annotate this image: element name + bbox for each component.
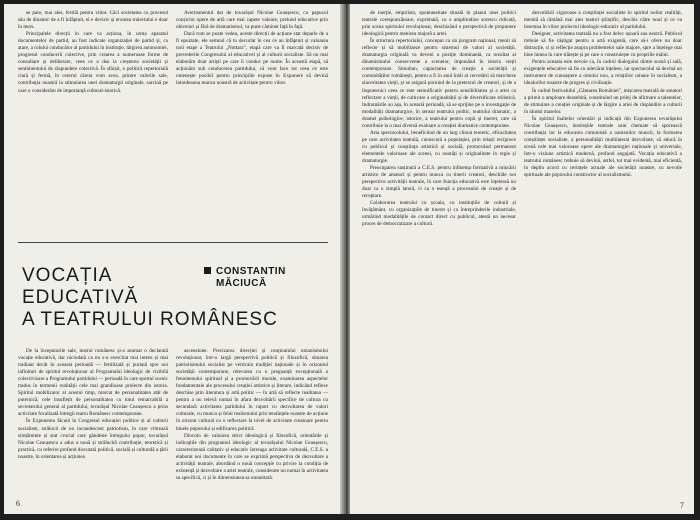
paragraph: se pare, mai ales, fertilă pentru viitor. Căci societatea cu procesul său de dinamic de a fi înfăptuit, el e decisiv și eroarea traiectului e doar în mers.: [18, 10, 168, 31]
paragraph: Arta spectacolului, beneficiind de un larg climat teoretic, eficacitatea pe care activitatea teatrală, cunoscută a populației, prin relații reciproce cu publicul și conștiința artistică și socială, promovând permanent elementele valoroase ale scenei, cu noutăți și originalitate în regie și dramaturgie.: [362, 129, 516, 164]
paragraph: Pentru aceasta este nevoie ca, în cadrul dialogului dintre scenă și sală, exigențele educative să fie cu adevărat înțelese, iar spectacolul să devină un instrument de cunoaștere a omului nou, a relațiilor umane în socialism, a idealurilor noastre de progres și civilizație.: [524, 59, 682, 87]
article-title-line-1: VOCAȚIA: [22, 265, 113, 286]
author-last-name: MĂCIUCĂ: [216, 278, 267, 289]
article-title-line-2: EDUCATIVĂ: [22, 287, 139, 308]
paragraph: Colaborarea teatrului cu școala, cu instituțiile de cultură și învățământ, cu organizațiile de tineret și cu întreprinderile industriale, urmărind modalitățile de contact direct cu publicul, atestă un necesar proces de democratizare a culturii.: [362, 200, 516, 228]
paragraph: dezvoltării viguroase a conștiinței socialiste în spiritul noilor realități, menită să rămână mai ales teatrul științific, deschis către noul și ce va însemna în viitor proiectul ideologic-educativ al partidului.: [524, 10, 682, 31]
left-bottom-column-1: [18, 348, 168, 498]
right-column-2: [524, 10, 682, 500]
left-top-column-1: [18, 10, 168, 170]
left-bottom-column-2: [176, 348, 328, 498]
article-title-line-3: A TEATRULUI ROMÂNESC: [22, 309, 278, 330]
paragraph: Dacă rum se poate vedea, aceste direcții de acțiune stat deparle de a fi epuizate, ele semnul că tu decurlat în cea ce au înfăptuit și valoarea noii etape a Teatrului „Nottara”, etapă care va fi marcată decisiv de prevederile Congresului al educativei și al culturii socialiste. Să nu mai elaborăm doar artiști pe care îi conduc pe nume. În această etapă, să acționăm sub conducerea partidului, că vom face tot ceea ce este omenește posibil pentru principiile expuse în Expunere să devină întotdeauna munca noastră de activitate pentru viitor.: [176, 31, 328, 87]
right-column-1: [362, 10, 516, 500]
title-divider: [18, 242, 328, 243]
paragraph: În structura repertoriului, conceput ca un program național, menit să reflecte și să mobilizeze pentru sistemul de valori al societății, dramaturgia originală va deveni a poziție dominantă, ca rezultat al dinamismului consecvente a scenelor, impunând în istoria vieții contemporane. Simultan, capacitatea de creație a societății și comunităților românești, pentru a fi în anul întâi al cercetării să marcheze sinceritatea vieții, și se asigură pornind de la pretextul de creatori, și de a împuternici ceea ce este semnificativ pentru sensibilitatea și a artei ca reflectare a vieții, de cultivare a originalității și de diversificare stilistică. Indrumările au așa, în această perioadă, să se sprijine pe o investigație de modalități dramaturgice, în sensul teatrului politic, teatrului dramatic, a dramei psihologice, istorice, a teatrului pentru copii și tineret, care să contribuie la o mai diversă evaluare a creației dramatice contemporane.: [362, 38, 516, 129]
paragraph: De la începuturile sale, teatrul românesc și-a asumat o declarată vocație educativă, dar niciodată ca nu s-a exercitat mai intens și mai tradiant decât în aceasta perioadă — fertilizată și purtată spre noi infinituri de spiritul revoluționar al Programului ideologic de vizibilă colectivizare a Programului partidului — perioadă în care sportul scenic tradus în termenii realității cele mai grandioase proiecte din istoria. Spiritul mobilizator al acestui timp, marcat de personalitatea atât de puternică, cele însuflețit de personalitatea cu totul remarcabilă a secretarului general al partidului, tovarășul Nicolae Ceaușescu a prins activitate focalizată întregii teatru Românesc contemporane.: [18, 348, 168, 418]
paragraph: În spiritul înaltelor orientări și indicații din Expunerea tovarășului Nicolae Ceaușescu, instituțiile teatrale sunt chemate să sporească contribuția lor la educarea comunistă a oamenilor muncii, la formarea conștiinței socialiste, a personalității multilateral dezvoltate, să aducă în scenă cele mai valoroase opere ale dramaturgiei naționale și universale, într-o viziune artistică modernă, profund angajată. Vocația educativă a teatrului românesc trebuie să devină, astfel, tot mai evidentă, mai eficientă, în deplin acord cu cerințele actuale ale societății noastre, cu nevoile spirituale ale poporului constructor al socialismului.: [524, 115, 682, 179]
right-page: [350, 4, 694, 514]
page-number-left: 6: [16, 499, 20, 508]
paragraph: Preocuparea susținută a C.E.S. pentru influența formativă a mișcării artistice de amatori și pentru munca cu tinerii creatori, deschide noi perspective activității teatrale, în care funcția educativă este înțeleasă nu doar ca o simplă latură, ci ca o esență a procesului de creație și de receptare.: [362, 165, 516, 200]
paragraph: Dincolo de valoarea strict ideologică și filozofică, orientările și indicațiile din programul ideologic al tovarășului Nicolae Ceaușescu, caracterizează calitativ și educativ întreaga activitate culturală, C.E.S. a elaborat noi documente în care se exprimă perspectiva de dezvoltare a activității teatrale, abordând o nouă concepție cu privire la condiția de existență și dezvoltare a artei teatrale, considerate nu numai în activitatea sa specifică, ci și în dimensiunea sa umanitară.: [176, 432, 328, 481]
page-number-right: 7: [680, 501, 684, 510]
author-first-name: CONSTANTIN: [216, 266, 286, 277]
left-page: [4, 4, 342, 514]
paragraph: În Expunerea făcută la Congresul educației politice și al culturii socialiste, strălucit de un incandescent patriotism, în care vibrează simțăminte și stat crucial care gândeste întregului popor, tovarășul Nicolae Ceaușescu a adus a nouă și strălucită contribuție, teoretică și practică, cu referire profund discutată politică, socială și culturală a țării noastre, în orientarea și acțiunea: [18, 418, 168, 460]
author-byline: [204, 266, 286, 290]
paragraph: ascensiune. Precizarea direcției și conținutului umanismului revoluționar, într-o largă perspectivă politică și filozofică, situarea patriotismului socialist pe verticala tradiției naționale și în orizontul societății contemporane, relevarea cu o pregnanță excepțională a fenomenului spiritual și a promovării morale, examinarea aspectelor fundamentale ale procesului creației artistice și literare, indicând reflexe deschise prin literatura și artă politic — în artă să reflecte realitatea — pentru a nu relevă numai în afara dezvoltării specifice de cultura cu secundară activitatea partidului în raport cu dezvoltarea de valori culturale, cu munca și felul realismului prin tendințele noastre de acțiune în orizont cultural cu o reflectare la nivel de activitate creatoare pentru binele poporului și edificarea politică.: [176, 348, 328, 432]
bullet-square-icon: [204, 267, 211, 274]
paragraph: În cadrul festivalului „Cântarea României”, mișcarea teatrală de amatori a primit o amploare deosebită, constituind un prilej de afirmare a talentelor, de stimulare a creației originale și de lărgire a ariei de răspândire a culturii în rândul maselor.: [524, 87, 682, 115]
paragraph: Principalele direcții în care va acționa, în urma aparatul documentelor de partid, au fost indicate organizației de partid și, ca atare, a rolului conducător al partidului în instituție, lărgirea autonomiei, progresul conducerii colective, prin crearea a numeroase forme de consultare și deliberare, ceea ce a dus la creșterea societății și sentimentului de răspundere colectivă. În sfârșit, o politică repertorială clară și fermă, în centrul căreia vom avea, printre valorile sale, contribuția noastră la stimularea unei dramaturgii originale, sarcină pe care o considerăm de importanță cultural-istorică.: [18, 31, 168, 94]
paragraph: Avertismentul dat de tovarășul Nicolae Ceaușescu, cu papucul conșiclui opere de artă care mai capete valoare, prelund educative prin obiceiuri și fără de dramatismul, va pune căminet față în față.: [176, 10, 328, 31]
paragraph: de inerție, empirism, spontaneitate situată în planul unei politici teatrale corespunzătoare, exprimată, cu o amplitudine sorescu ridicată, prin scena spiritului revoluționar, deschizând o perspectivă de propunere ideologică pentru menirea majoră a artei.: [362, 10, 516, 38]
left-top-column-2: [176, 10, 328, 130]
paragraph: Designer, activitatea teatrală nu a fost deloc ușoară sau neutră. Publicul trebuie să fie câștigat pentru o artă exigentă, care să-i ofere nu doar distracție, ci și reflecție asupra problemelor sale majore, spre a înțelege mai bine lumea în care trăiește și pe care o construiește cu propriile mâini.: [524, 31, 682, 59]
